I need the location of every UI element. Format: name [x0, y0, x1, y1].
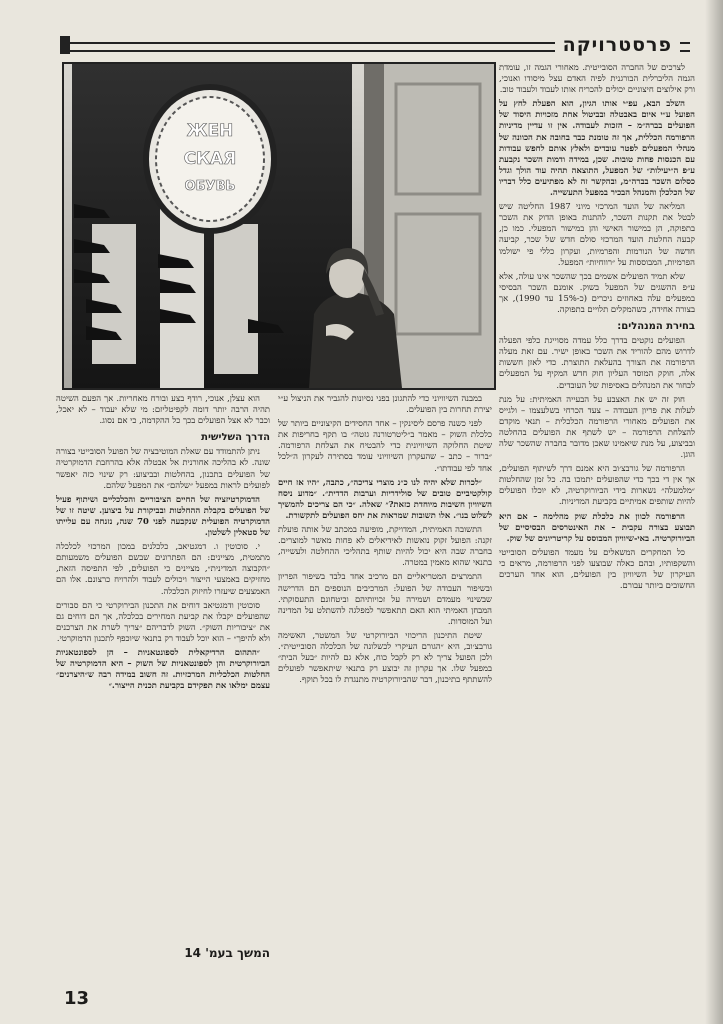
paragraph: המליאה של הועד המרכזי מיוני 1987 החליטה שיש לבטל את תקנות השכר, להתנות באופן הדוק את השכר בתפוקה, הן במישור האישי והן במישור המפעלי. כמו כן, קבעה החלטת הועד המרכזי סולם חדש של שכר, קביעה חדשה של הנורמות והפרמיות, ועקרון כללי פי ישולמו הפרמיות, המבוססות על ״רווחיות״ המפעל. [499, 201, 695, 267]
paragraph: התמרצים המטריאליים הם מרכיב אחד בלבד בשיפור הפריון ובשיפור העבודה של הפועל: המרכיבים הנוספים הם הדרישה שבשינוי מעמדם ושמירה על זכויותיהם וביטחונם התעסוקתי. המבחן האמיתי הוא האם תתאפשר למפלגה להשתלט על המדינה ועל המוסדות. [278, 571, 492, 626]
continued-note: המשך בעמ' 14 [184, 946, 270, 960]
paragraph: לצרכים של החברה הסובייטית. מאחורי הגמה זו, עומדת הגמה הליברלית הבורגנית לפיה האדם עצל מיסודו ואנוכי, ורק אילוצים חיצוניים יכולים להכריח אותו לעבוד ולעבוד טוב. [499, 62, 695, 95]
paragraph: שיטת התיכנון הריכוזי הביורוקרטי של המשטר, האשימה גורבצ׳וב, היא ״הגורם העיקרי לכשלונה של הכלכלה הסובייטית״. ולכן הפועל צריך לא רק לקבל כוח, אלא גם להיות ״בעל הבית״ במפעל שלו. אך עקרון זה יבוצע רק בתנאי שיתאפשר לפועלים להשתתף בתיכנון, דבר שהביורוקרטיה מתנגדת לו בכל תוקף. [278, 629, 492, 685]
store-sign [146, 87, 274, 231]
article-column-middle [278, 393, 492, 933]
paragraph: י. סוכוטין ו. דמגטיאב, כלכלנים במכון המרכזי לכלכלה מתמטית, מציינים: הם הפתרונים שבשם הפועלים משמעותם ״הקבוצה המדינית״, מציינים כי הפועלים, לפי התפיסה הזאת, מחזיקים באמצעי הייצור ויכולים לעבוד ולהרויח כרצונם. אלו הם האמצעים שיעזרו לחיזוק הכלכלה. [56, 541, 270, 596]
paragraph: סוכוטין ודמגטיאב דוחים את התכנון הבירוקרטי כי הם סבורים שהפועלים יקבלו את קביעת המחירים בכלכלה, אך הם דוחים גם את ״ציבוריות השוק״. השוק לדבריהם ״צריך לשרת את הצרכנים ולא להיפך״ – הוא יוכל לעבוד רק בתנאי שיוכפף לתכנון הדמוקרטי. [56, 599, 270, 643]
paragraph: הפועלים נוקטים בדרך כלל עמדה מסוייגת כלפי הפעלה לדרוש מהם להוריד את השכר באופן ישיר. עם זאת מעלה הרפורמה את הצורך בהעלאת התוצרת. כדי לאזן חששות אלה, חוקק המוסד העליון חוק חדש המקיף על המפעלים לבחור את המנהלים באסיפות של העובדים. [499, 335, 695, 390]
paragraph: הרפורמה לכוון את כלכלת שוק מהלימה – אם היא תבוצע בצורה עקבית – את האינטרסים הבסיסיים של הביורוקרטיה. באי-שיוויון המבוסס על קריטריונים של שוק. [499, 510, 695, 543]
subheading: בחירת המנהלים: [617, 321, 695, 333]
paragraph: לפני כשנה פרסם ליסינקין – אחד החסידים הקיצוניים ביותר של כלכלת השוק – מאמר ב״ליטרטורנה גזטה״ בו תקף בחריפות את שיטת החלוקה השיוויונית כדי להבטיח את הצלחת הרפורמה. ״ברור – כתב – שהעקרון השיוויוני עומד בסתירה לעקרון ה״לכל אחד לפי עבודתו״. [278, 418, 492, 473]
paragraph: ניתן להתמודד עם שאלת המוטיבציה של הפועל הסובייטי בצורה שונה. לא בהליכה אחורנית אל אבטלה אלא בהרחבת הדמוקרטיה של הפועלים בתכנון, בהחלטות ובביצוע: רק שינוי כזה יאפשר לפועלים לראות במפעל ״שלהם״ את המפעל שלהם. [56, 446, 270, 490]
paragraph: הרפורמה של גורבצ׳וב היא אמנם דרך לשיתוף הפועלים, אך אין די בכך כדי שהפועלים יתמכו בה. כל זמן שהחלטות ״מלמעלה״ נשארות בידי הביורוקרטיה, לא יוכלו הפועלים להיות שותפים אמיתיים בקביעת המדיניות. [499, 463, 695, 507]
paragraph: ״לכרות שלא יהיה לנו כ״נ מוצרי צריכה״, כתבה, ״היו אז חיים קולקטיביים טובים של סולידריות וערבות הדדית״. ״מדוע ניסח השיוויון חשיבות מיוחדת כזאת?״ שאלה. ״כי הם צריכים להמשיך לשלוט בנו״. אלו תשובות שמראות את יחס הפועלים לתקשורת. [278, 476, 492, 520]
section-title: פרסטרויקה [555, 32, 680, 58]
sign-line3: ОБУВЬ [184, 179, 236, 194]
article-column-right [499, 62, 695, 920]
paragraph: הוא עצלן, אנוכי, רודף בצע ובורח מאחריות. אך הפעם השיטה תהיה הרבה יותר דומה לקפיטליזם: מי שלא יעבוד – לא יאכל, וכבר לא אצל הפועלים בכך כל ההקדמה, כי אם נסוג. [56, 393, 270, 426]
photo-shoe-store [62, 62, 496, 390]
page-edge-shadow [705, 0, 723, 1024]
section-header [60, 32, 690, 58]
sign-line1: ЖЕН [186, 121, 234, 141]
article-column-left [56, 393, 270, 948]
page-number: 13 [64, 988, 90, 1009]
subheading-third-way: הדרך השלישית [201, 432, 270, 444]
paragraph: הדמוקרטיזציה של החיים הציבוריים והכלכליים ושיתוף פעיל של הפועלים בקבלת ההחלטות ובביקורת על ביצוען. שיטה זו של הדמוקרטיה הפועלית שנקבעה לפני 70 שנה, נזנחה עם עלייתו של סטאלין לשלטון. [56, 493, 270, 538]
sign-line2: СКАЯ [183, 149, 237, 169]
paragraph: ״התהום הרדיקאלית לספונטאניות – הן לספונטאניות הביורוקרטית והן לספונטאניות של השוק – היא הדמוקרטיה של החלטות הכלכליות המרכזיות. זה חשוב במידה רבה ש״היצרנים״ עצמם ימלאו את תפקידם בקביעת תכנית הייצור.״ [56, 646, 270, 691]
paragraph: התשובה האמיתית, המדויקת, מופיעה במכתב של אותה פועלת זקנה: הפועל זקוק נואשות לאידיאלים לא פחות מאשר למוצרים. בחברה שבה היא יכול להיות שותף בתהליכי ההחלטה ולעשייה, בתנאי שהוא מאמין במטרה. [278, 524, 492, 568]
paragraph: חוק זה יש את האצבע על הבעייה האמיתית: על מנת לעלות את פריון העבודה – צעד הכרחי בשלעצמו – ולגייס את הפועלים מאחורי הרפורמה הכלכלית – תנאי מוקדם להצלחת הרפורמה – יש לשתף את הפועלים בהחלטה ובביצוע, על מנת שיאמינו שאכן מדובר בחברה שהשכר שלה הוגן. [499, 393, 695, 460]
paragraph: כל המחקרים המשאלים על מעמד הפועלים הסובייטי והשקפותיו, ובהם כאלה שבוצעו לפני הרפורמה, מראים כי העיקרון של השיוויון בין הפועלים, הוא אחד הערכים החשובים ביותר עבורם. [499, 546, 695, 591]
paragraph: השלב הבא, עפ״י אותו הגיון, הוא הפעלת לחץ על הפועל ע״י איום באבטלה ובביטול אחת מזכויות היסוד של הפועלים בברה״מ – הזכות לעבודה. אין זו עדיין מדיניות הרפורמה הכללית, אך זה טומנת כבר בחובה את הכוונה של מנהלי המפעלים לפטר עובדים ולאלץ אותם לחפש עבודות עם הכנסות פחות טובות. שכן, במידה ודמות השכר נקבעת ע״פ ה״יעילות״ של המפעל, התוצאה תהיה עוד הולך וגדל כסלום השכר בברה״מ, ובהקשר זה לא מפתיעים כלל דבריו של הכלכלן והמנהל הבכיר במפעל התעשייה. [499, 98, 695, 198]
paragraph: שלא תמיד הפועלים אשמים בכך שהשכר אינו עולה, אלא ע״פ ההשגים של המפעל בשוק. אומנם השכר הבסיסי במפעלים עלה באחוזים ניכרים (כ-15% עד 1990), אך בצורה אחידה, כשהמקלים תלויים בתפוקה. [499, 270, 695, 314]
paragraph: במבנה השיוויוני כדי להתגונן בפני נסיונות להגביר את הניצול ע״י יצירת תחרות בין הפועלים. [278, 393, 492, 415]
